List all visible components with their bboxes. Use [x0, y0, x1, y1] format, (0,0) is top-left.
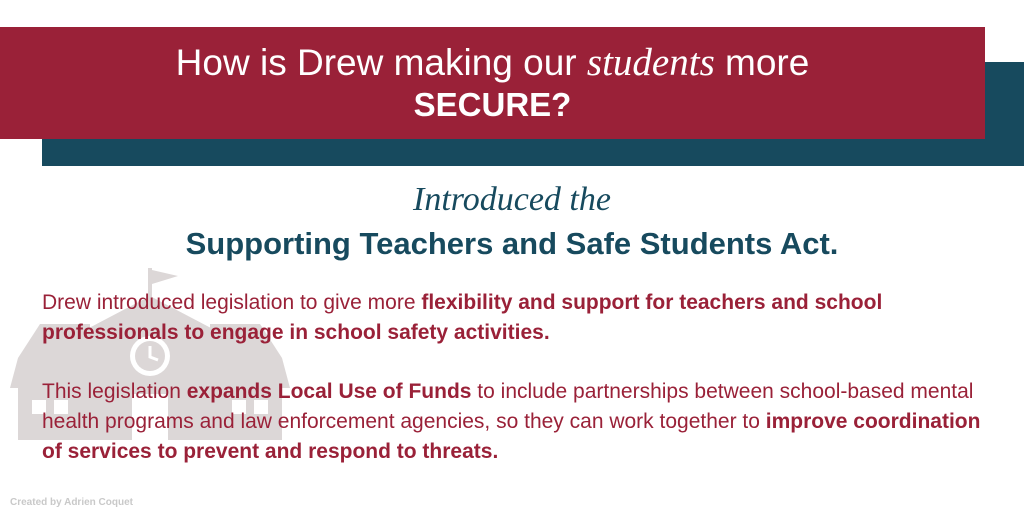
header-banner [0, 27, 985, 139]
p2-text-2: to include partnerships between school-based mental health programs and law enforcement agencies, so they can work together to [42, 380, 974, 433]
banner-emphasis: students [586, 41, 715, 84]
icon-credit: Created by Adrien Coquet [10, 497, 133, 508]
paragraph-1 [42, 288, 992, 348]
banner-text-start: How is Drew making our [175, 42, 587, 83]
banner-text-end: more [714, 42, 810, 83]
act-title: Supporting Teachers and Safe Students Act. [185, 226, 839, 261]
paragraph-2 [42, 377, 992, 467]
p2-text-1: This legislation [42, 380, 187, 403]
p2-bold-1: expands Local Use of Funds [186, 380, 472, 403]
p1-bold: flexibility and support for teachers and school professionals to engage in school safety activities. [42, 291, 883, 344]
intro-subtitle: Introduced the [413, 181, 611, 218]
p2-bold-2: improve coordination of services to prevent and respond to threats. [42, 410, 981, 463]
p1-text: Drew introduced legislation to give more [42, 291, 422, 314]
banner-question [176, 41, 810, 85]
banner-secure: SECURE? [413, 86, 572, 123]
